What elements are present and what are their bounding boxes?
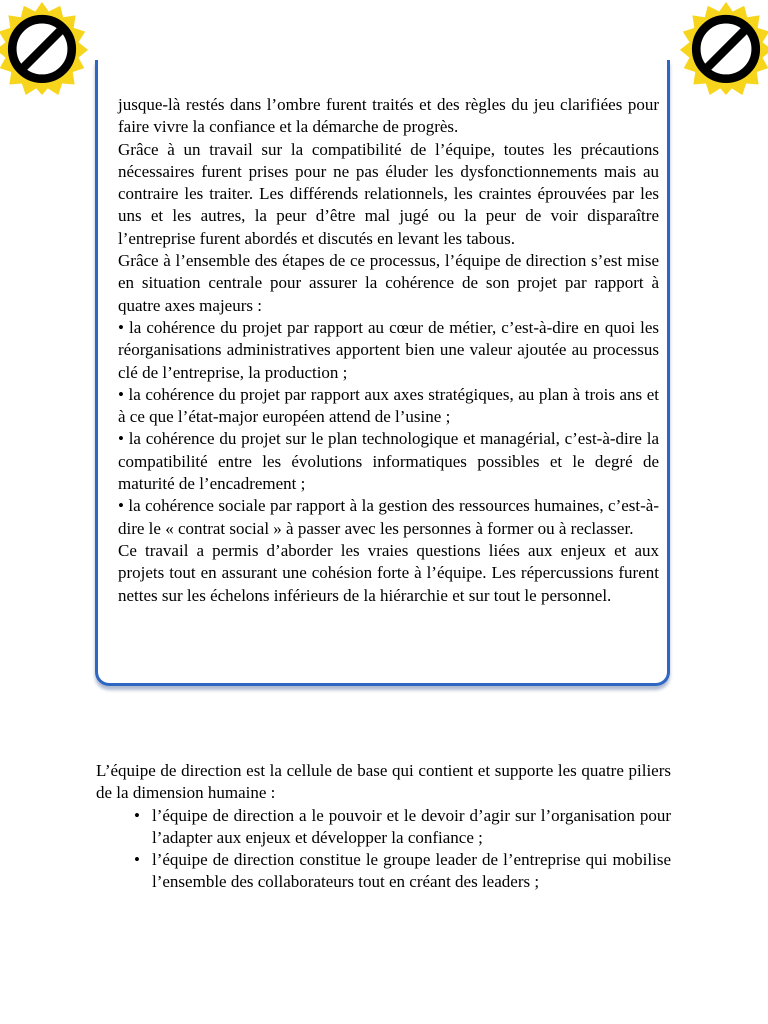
no-entry-sign-icon [678,0,768,96]
body-intro: L’équipe de direction est la cellule de base qui contient et supporte les quatre piliers de la dimension humaine : [96,761,671,803]
box-list-item: • la cohérence du projet par rapport aux axes stratégiques, au plan à trois ans et à ce que l’état-major européen attend de l’usine ; [118,384,659,427]
no-entry-sign-icon [0,0,90,96]
box-paragraph: jusque-là restés dans l’ombre furent traités et des règles du jeu clarifiées pour faire vivre la confiance et la démarche de progrès. [118,95,659,137]
box-list-item: • la cohérence du projet par rapport au cœur de métier, c’est-à-dire en quoi les réorganisations administratives apportent bien une valeur ajoutée au processus clé de l’entreprise, la production ; [118,317,659,382]
body-section [96,760,671,894]
list-item [134,849,671,894]
bullet-icon: • [134,805,140,825]
bullet-icon: • [134,850,140,870]
body-bullet-list [96,805,671,894]
box-paragraph: Grâce à un travail sur la compatibilité de l’équipe, toutes les précautions nécessaires furent prises pour ne pas éluder les dysfonctionnements mais au contraire les traiter. Les différends relationnels, les craintes éprouvées par les uns et les autres, la peur d’être mal jugé ou la peur de voir disparaître l’entreprise furent abordés et discutés en levant les tabous. [118,139,659,248]
list-item-text: l’équipe de direction constitue le groupe leader de l’entreprise qui mobilise l’ensemble des collaborateurs tout en créant des leaders ; [152,850,671,892]
list-item [134,805,671,850]
box-list-item: • la cohérence sociale par rapport à la gestion des ressources humaines, c’est-à-dire le « contrat social » à passer avec les personnes à former ou à reclasser. [118,496,659,538]
box-paragraph: Ce travail a permis d’aborder les vraies questions liées aux enjeux et aux projets tout en assurant une cohésion forte à l’équipe. Les répercussions furent nettes sur les échelons inférieurs de la hiérarchie et sur tout le personnel. [118,540,659,605]
box-list-item: • la cohérence du projet sur le plan technologique et managérial, c’est-à-dire la compatibilité entre les évolutions informatiques possibles et le degré de maturité de l’encadrement ; [118,429,659,494]
box-paragraph: Grâce à l’ensemble des étapes de ce processus, l’équipe de direction s’est mise en situation centrale pour assurer la cohérence de son projet par rapport à quatre axes majeurs : [118,251,659,315]
list-item-text: l’équipe de direction a le pouvoir et le devoir d’agir sur l’organisation pour l’adapter aux enjeux et développer la confiance ; [152,805,671,847]
framed-box-content [118,94,659,607]
